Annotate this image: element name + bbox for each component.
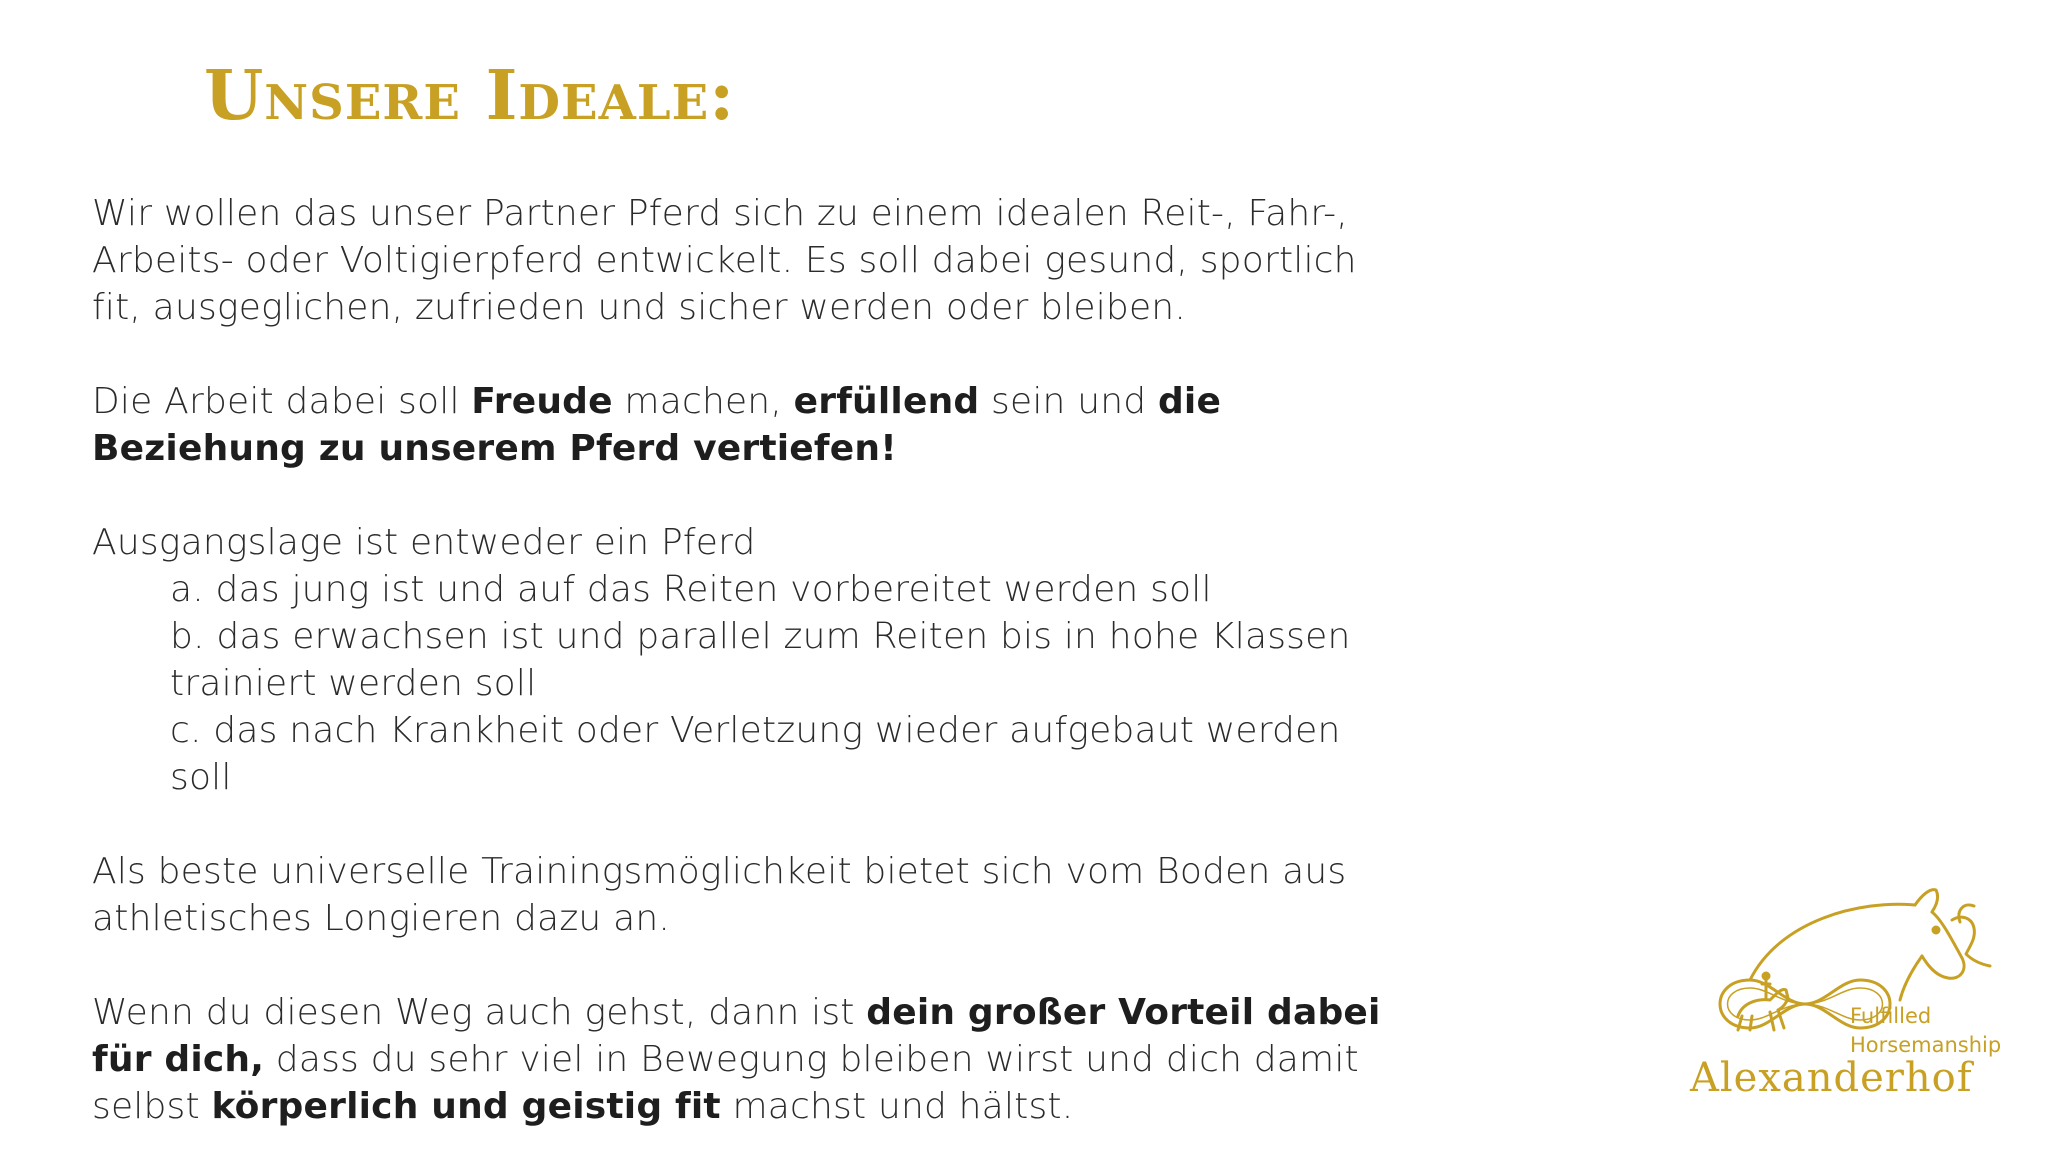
- logo-tagline-line1: Fulfilled: [1850, 1004, 1932, 1028]
- emphasis-fit: körperlich und geistig fit: [211, 1086, 721, 1127]
- text-segment: machen,: [612, 381, 794, 422]
- list-item: a. das jung ist und auf das Reiten vorbereitet werden soll: [170, 569, 1212, 610]
- text-segment: machst und hältst.: [720, 1086, 1074, 1127]
- text-segment: dass du sehr viel in Bewegung bleiben wirst und dich damit selbst: [92, 1039, 1359, 1127]
- alexanderhof-logo: [1690, 880, 2020, 1100]
- logo-tagline-line2: Horsemanship: [1850, 1033, 2002, 1057]
- paragraph-starting-point: Ausgangslage ist entweder ein Pferd: [92, 522, 756, 563]
- paragraph-ideal-horse: Wir wollen das unser Partner Pferd sich zu einem idealen Reit-, Fahr-, Arbeits- oder Voltigierpferd entwickelt. Es soll dabei gesund, sportlich fit, ausgeglichen, zufrieden und sicher werden oder bleiben.: [92, 193, 1357, 328]
- emphasis-freude: Freude: [471, 381, 613, 422]
- spacer: [92, 472, 1412, 519]
- starting-point-list: [92, 566, 1412, 801]
- text-segment: Wenn du diesen Weg auch gehst, dann ist: [92, 992, 867, 1033]
- paragraph-work-goals: [92, 378, 1412, 472]
- slide-title: Unsere Ideale:: [204, 56, 736, 136]
- text-segment: Die Arbeit dabei soll: [92, 381, 472, 422]
- spacer: [92, 942, 1412, 989]
- emphasis-vorteil: dein großer Vorteil dabei für dich,: [92, 992, 1381, 1080]
- list-item: c. das nach Krankheit oder Verletzung wieder aufgebaut werden soll: [170, 710, 1341, 798]
- logo-brand-name: Alexanderhof: [1690, 1055, 1973, 1101]
- list-item: b. das erwachsen ist und parallel zum Reiten bis in hohe Klassen trainiert werden soll: [170, 616, 1351, 704]
- spacer: [92, 331, 1412, 378]
- emphasis-beziehung: die Beziehung zu unserem Pferd vertiefen!: [92, 381, 1222, 469]
- paragraph-training-option: Als beste universelle Trainingsmöglichkeit bietet sich vom Boden aus athletisches Longieren dazu an.: [92, 851, 1347, 939]
- slide-body: [92, 190, 1412, 1130]
- paragraph-your-benefit: [92, 989, 1412, 1130]
- emphasis-erfuellend: erfüllend: [793, 381, 980, 422]
- text-segment: sein und: [979, 381, 1158, 422]
- spacer: [92, 801, 1412, 848]
